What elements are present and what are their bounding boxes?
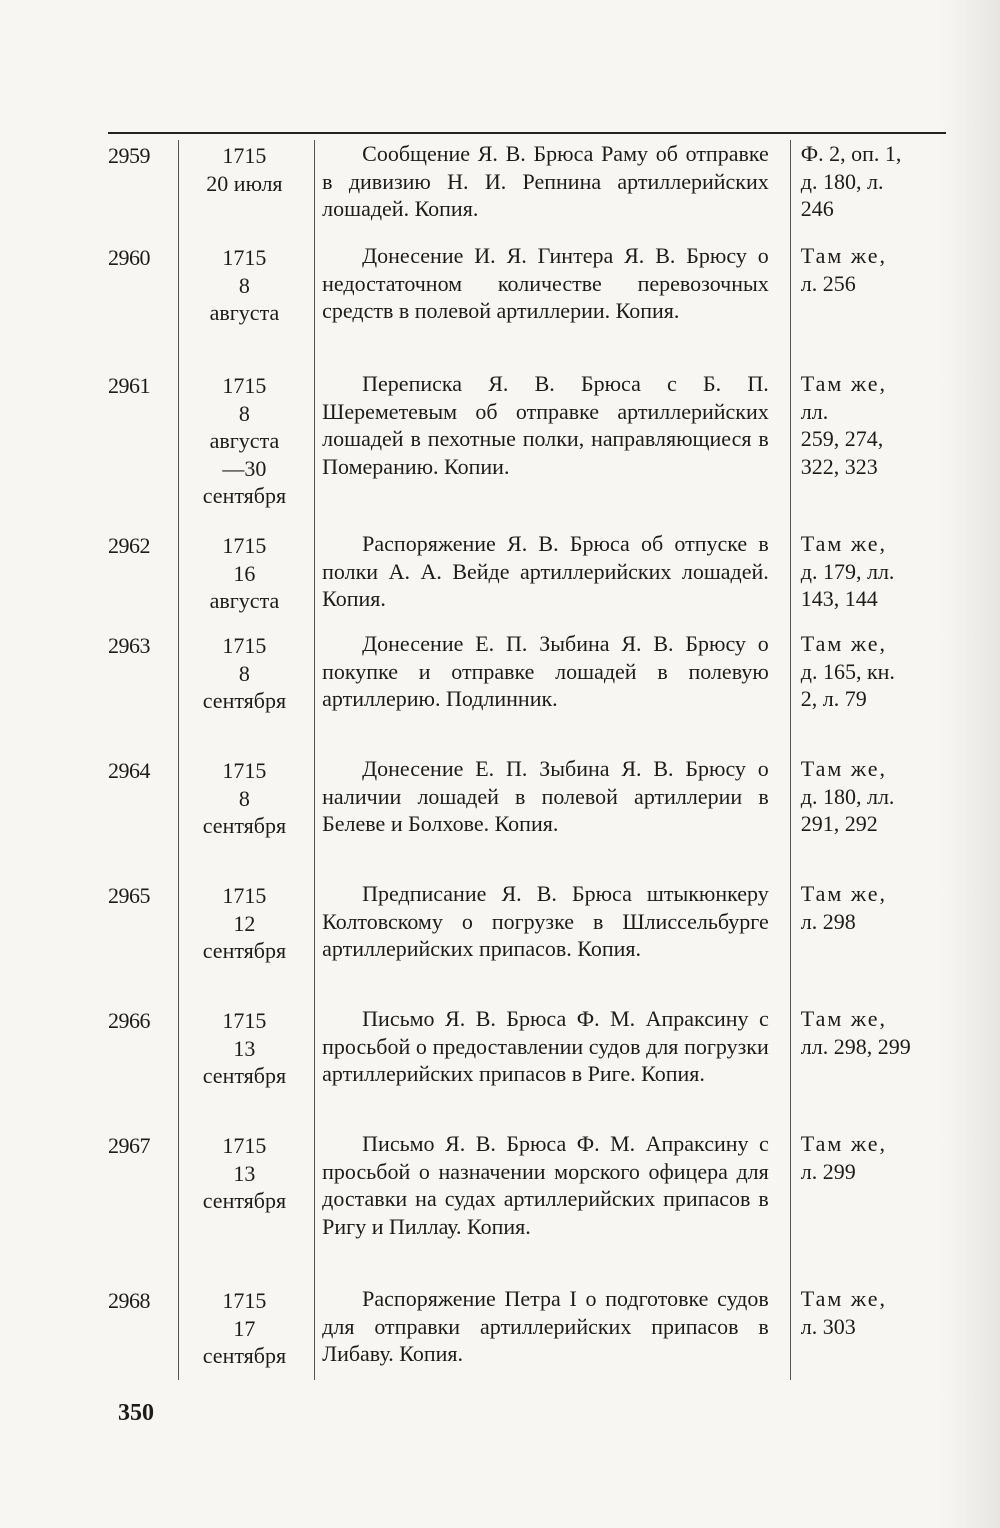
doc-date: 1715 13 сентября	[202, 1133, 287, 1213]
doc-description: Распоряжение Я. В. Брюса об отпуске в полки А. А. Вейде артиллерийских лошадей. Копия.	[322, 531, 769, 611]
doc-description: Донесение И. Я. Гинтера Я. В. Брюсу о недостаточном количестве перевозочных средств в полевой артиллерии. Копия.	[322, 243, 769, 323]
doc-number: 2968	[108, 1288, 150, 1313]
doc-description: Донесение Е. П. Зыбина Я. В. Брюсу о покупке и отправке лошадей в полевую артиллерию. Подлинник.	[322, 631, 769, 711]
table-row	[108, 140, 948, 242]
table-row	[108, 1285, 948, 1380]
doc-date: 1715 13 сентября	[202, 1008, 287, 1088]
doc-date: 1715 8 сентября	[202, 633, 287, 713]
doc-date: 1715 12 сентября	[202, 883, 287, 963]
doc-description: Донесение Е. П. Зыбина Я. В. Брюсу о наличии лошадей в полевой артиллерии в Белеве и Болхове. Копия.	[322, 756, 769, 836]
doc-description: Переписка Я. В. Брюса с Б. П. Шереметевым об отправке артиллерийских лошадей в пехотные полки, направляющиеся в Померанию. Копии.	[322, 371, 769, 479]
table-row	[108, 530, 948, 630]
doc-number: 2960	[108, 245, 150, 270]
doc-source: Там же, д. 180, лл. 291, 292	[800, 756, 895, 836]
page-number: 350	[118, 1400, 154, 1426]
doc-source: Там же, л. 298	[800, 881, 888, 934]
table-top-rule	[108, 132, 946, 134]
doc-description: Письмо Я. В. Брюса Ф. М. Апраксину с просьбой о назначении морского офицера для доставки на судах артиллерийских припасов в Ригу и Пиллау. Копия.	[322, 1131, 769, 1239]
doc-number: 2966	[108, 1008, 150, 1033]
doc-source: Там же, д. 165, кн. 2, л. 79	[800, 631, 895, 711]
table-row	[108, 1005, 948, 1130]
doc-source: Ф. 2, оп. 1, д. 180, л. 246	[800, 141, 902, 221]
doc-source: Там же, л. 299	[800, 1131, 888, 1184]
doc-description: Предписание Я. В. Брюса штыкюнкеру Колтовскому о погрузке в Шлиссельбурге артиллерийских припасов. Копия.	[322, 881, 769, 961]
doc-date: 1715 16 августа	[209, 533, 280, 613]
table-row	[108, 370, 948, 530]
doc-source: Там же, лл. 298, 299	[800, 1006, 911, 1059]
doc-number: 2967	[108, 1133, 150, 1158]
doc-source: Там же, д. 179, лл. 143, 144	[800, 531, 895, 611]
doc-date: 1715 8 августа —30 сентября	[202, 373, 287, 508]
doc-number: 2965	[108, 883, 150, 908]
doc-number: 2959	[108, 143, 150, 168]
doc-date: 1715 20 июля	[206, 143, 283, 196]
table-row	[108, 630, 948, 755]
doc-number: 2964	[108, 758, 150, 783]
doc-source: Там же, л. 303	[800, 1286, 888, 1339]
doc-description: Письмо Я. В. Брюса Ф. М. Апраксину с просьбой о предоставлении судов для погрузки артиллерийских припасов в Риге. Копия.	[322, 1006, 769, 1086]
doc-source: Там же, лл. 259, 274, 322, 323	[800, 371, 888, 479]
table-row	[108, 755, 948, 880]
doc-source: Там же, л. 256	[800, 243, 888, 296]
table-row	[108, 1130, 948, 1285]
page-edge-shadow	[940, 0, 1000, 1528]
table-row	[108, 242, 948, 370]
doc-description: Распоряжение Петра I о подготовке судов для отправки артиллерийских припасов в Либаву. Копия.	[322, 1286, 769, 1366]
doc-date: 1715 8 августа	[209, 245, 280, 325]
doc-number: 2961	[108, 373, 150, 398]
doc-date: 1715 17 сентября	[202, 1288, 287, 1368]
archive-document-table	[108, 140, 948, 1380]
doc-date: 1715 8 сентября	[202, 758, 287, 838]
doc-number: 2962	[108, 533, 150, 558]
doc-description: Сообщение Я. В. Брюса Раму об отправке в дивизию Н. И. Репнина артиллерийских лошадей. Копия.	[322, 141, 769, 221]
doc-number: 2963	[108, 633, 150, 658]
table-row	[108, 880, 948, 1005]
